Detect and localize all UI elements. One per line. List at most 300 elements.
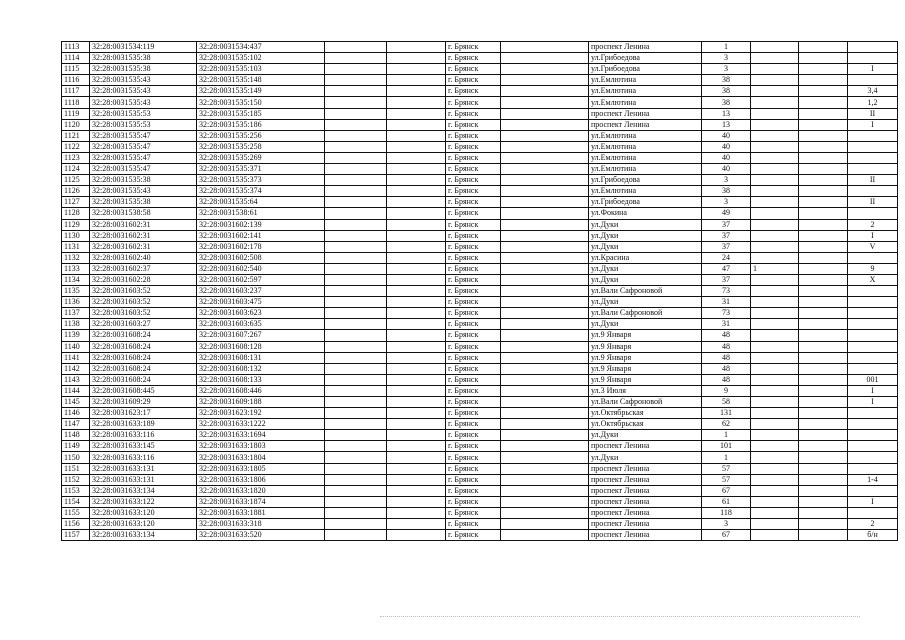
cell-row-number: 1132 xyxy=(62,252,90,263)
cell-col-7 xyxy=(501,485,589,496)
cell-cadastral-block: 32:28:0031603:27 xyxy=(90,319,197,330)
cell-col-4 xyxy=(325,208,387,219)
table-row xyxy=(62,219,898,230)
table-row xyxy=(62,352,898,363)
cell-city: г. Брянск xyxy=(446,308,501,319)
cell-cadastral-number: 32:28:0031602:508 xyxy=(197,252,325,263)
cell-col-7 xyxy=(501,297,589,308)
cell-col-5 xyxy=(387,463,446,474)
cell-cadastral-block: 32:28:0031535:38 xyxy=(90,175,197,186)
cell-city: г. Брянск xyxy=(446,352,501,363)
cell-col-11 xyxy=(799,230,848,241)
cell-apartment: 2 xyxy=(848,519,898,530)
cell-col-11 xyxy=(799,186,848,197)
cell-house-number: 40 xyxy=(702,141,751,152)
cell-house-number: 49 xyxy=(702,208,751,219)
cell-building xyxy=(751,530,799,541)
cell-col-7 xyxy=(501,530,589,541)
cell-col-5 xyxy=(387,507,446,518)
cell-apartment xyxy=(848,419,898,430)
cell-col-11 xyxy=(799,363,848,374)
cell-col-7 xyxy=(501,507,589,518)
cell-cadastral-block: 32:28:0031608:24 xyxy=(90,363,197,374)
cell-city: г. Брянск xyxy=(446,152,501,163)
cell-apartment xyxy=(848,75,898,86)
cell-col-11 xyxy=(799,374,848,385)
cell-row-number: 1143 xyxy=(62,374,90,385)
cell-col-5 xyxy=(387,230,446,241)
table-row xyxy=(62,341,898,352)
cell-house-number: 38 xyxy=(702,97,751,108)
table-row xyxy=(62,496,898,507)
cell-col-11 xyxy=(799,252,848,263)
cell-row-number: 1146 xyxy=(62,408,90,419)
cell-building xyxy=(751,297,799,308)
cell-house-number: 1 xyxy=(702,452,751,463)
cell-building xyxy=(751,274,799,285)
cell-building xyxy=(751,330,799,341)
cell-city: г. Брянск xyxy=(446,53,501,64)
cell-cadastral-block: 32:28:0031602:31 xyxy=(90,230,197,241)
table-row xyxy=(62,208,898,219)
cell-apartment xyxy=(848,42,898,53)
table-body xyxy=(62,42,898,541)
cell-col-7 xyxy=(501,119,589,130)
cell-cadastral-number: 32:28:0031633:520 xyxy=(197,530,325,541)
cell-row-number: 1119 xyxy=(62,108,90,119)
cell-cadastral-number: 32:28:0031535:149 xyxy=(197,86,325,97)
table-row xyxy=(62,42,898,53)
cell-city: г. Брянск xyxy=(446,274,501,285)
cell-house-number: 37 xyxy=(702,274,751,285)
cell-cadastral-number: 32:28:0031535:374 xyxy=(197,186,325,197)
cell-apartment: I xyxy=(848,230,898,241)
cell-row-number: 1138 xyxy=(62,319,90,330)
cell-city: г. Брянск xyxy=(446,175,501,186)
cell-col-5 xyxy=(387,208,446,219)
cell-house-number: 38 xyxy=(702,75,751,86)
cell-building xyxy=(751,130,799,141)
cell-col-7 xyxy=(501,53,589,64)
cell-city: г. Брянск xyxy=(446,219,501,230)
cell-city: г. Брянск xyxy=(446,263,501,274)
cell-col-7 xyxy=(501,130,589,141)
cell-building xyxy=(751,97,799,108)
cell-house-number: 48 xyxy=(702,352,751,363)
cell-apartment xyxy=(848,330,898,341)
cell-col-4 xyxy=(325,108,387,119)
cell-col-5 xyxy=(387,397,446,408)
cell-col-7 xyxy=(501,208,589,219)
cell-col-7 xyxy=(501,374,589,385)
cell-col-7 xyxy=(501,108,589,119)
cell-col-7 xyxy=(501,385,589,396)
cell-cadastral-number: 32:28:0031609:188 xyxy=(197,397,325,408)
cell-house-number: 40 xyxy=(702,130,751,141)
cell-cadastral-block: 32:28:0031535:43 xyxy=(90,86,197,97)
cell-cadastral-block: 32:28:0031535:47 xyxy=(90,130,197,141)
cell-cadastral-number: 32:28:0031633:1881 xyxy=(197,507,325,518)
table-row xyxy=(62,108,898,119)
cell-col-4 xyxy=(325,441,387,452)
cell-cadastral-number: 32:28:0031535:371 xyxy=(197,164,325,175)
cell-street: ул.Дуки xyxy=(589,319,702,330)
cell-building xyxy=(751,308,799,319)
cell-col-11 xyxy=(799,141,848,152)
cell-col-7 xyxy=(501,64,589,75)
table-row xyxy=(62,252,898,263)
cell-col-5 xyxy=(387,430,446,441)
cell-city: г. Брянск xyxy=(446,164,501,175)
cell-col-4 xyxy=(325,530,387,541)
cell-cadastral-number: 32:28:0031633:1820 xyxy=(197,485,325,496)
cell-row-number: 1129 xyxy=(62,219,90,230)
cell-row-number: 1121 xyxy=(62,130,90,141)
cell-cadastral-block: 32:28:0031535:47 xyxy=(90,141,197,152)
cell-row-number: 1142 xyxy=(62,363,90,374)
cell-col-4 xyxy=(325,419,387,430)
table-row xyxy=(62,164,898,175)
cell-row-number: 1139 xyxy=(62,330,90,341)
cell-col-4 xyxy=(325,274,387,285)
cell-col-11 xyxy=(799,485,848,496)
cell-city: г. Брянск xyxy=(446,241,501,252)
cell-col-7 xyxy=(501,441,589,452)
cell-street: проспект Ленина xyxy=(589,108,702,119)
table-row xyxy=(62,53,898,64)
cell-building xyxy=(751,108,799,119)
cell-row-number: 1131 xyxy=(62,241,90,252)
cell-house-number: 3 xyxy=(702,53,751,64)
table-row xyxy=(62,130,898,141)
cell-street: ул.Емлютина xyxy=(589,152,702,163)
cell-col-4 xyxy=(325,397,387,408)
cell-row-number: 1123 xyxy=(62,152,90,163)
cell-col-4 xyxy=(325,97,387,108)
cell-cadastral-number: 32:28:0031538:61 xyxy=(197,208,325,219)
cell-cadastral-number: 32:28:0031603:623 xyxy=(197,308,325,319)
cell-col-7 xyxy=(501,197,589,208)
cell-apartment xyxy=(848,286,898,297)
cell-street: ул.Емлютина xyxy=(589,186,702,197)
cell-col-4 xyxy=(325,152,387,163)
cell-house-number: 31 xyxy=(702,297,751,308)
cell-house-number: 40 xyxy=(702,152,751,163)
cell-col-7 xyxy=(501,186,589,197)
cell-col-4 xyxy=(325,119,387,130)
cell-apartment xyxy=(848,308,898,319)
cell-house-number: 48 xyxy=(702,363,751,374)
cell-city: г. Брянск xyxy=(446,385,501,396)
cell-col-11 xyxy=(799,519,848,530)
cell-cadastral-number: 32:28:0031633:1804 xyxy=(197,452,325,463)
cell-city: г. Брянск xyxy=(446,397,501,408)
cell-street: проспект Ленина xyxy=(589,42,702,53)
cell-col-11 xyxy=(799,352,848,363)
cell-cadastral-number: 32:28:0031535:258 xyxy=(197,141,325,152)
cell-street: ул.Емлютина xyxy=(589,130,702,141)
cell-cadastral-block: 32:28:0031535:43 xyxy=(90,97,197,108)
cell-city: г. Брянск xyxy=(446,363,501,374)
table-row xyxy=(62,197,898,208)
cell-row-number: 1128 xyxy=(62,208,90,219)
cell-col-11 xyxy=(799,219,848,230)
cell-house-number: 73 xyxy=(702,286,751,297)
table-row xyxy=(62,141,898,152)
cell-apartment xyxy=(848,319,898,330)
cell-apartment xyxy=(848,141,898,152)
cell-col-11 xyxy=(799,474,848,485)
cell-col-5 xyxy=(387,75,446,86)
cell-cadastral-number: 32:28:0031633:1806 xyxy=(197,474,325,485)
cell-col-11 xyxy=(799,241,848,252)
cell-row-number: 1147 xyxy=(62,419,90,430)
cell-col-5 xyxy=(387,363,446,374)
cell-row-number: 1134 xyxy=(62,274,90,285)
cell-col-7 xyxy=(501,286,589,297)
cell-street: ул.Красина xyxy=(589,252,702,263)
cell-cadastral-block: 32:28:0031603:52 xyxy=(90,308,197,319)
cell-row-number: 1150 xyxy=(62,452,90,463)
table-row xyxy=(62,330,898,341)
cell-city: г. Брянск xyxy=(446,86,501,97)
cell-row-number: 1140 xyxy=(62,341,90,352)
cell-apartment xyxy=(848,152,898,163)
cell-cadastral-block: 32:28:0031633:120 xyxy=(90,519,197,530)
cell-col-11 xyxy=(799,385,848,396)
cell-cadastral-block: 32:28:0031608:24 xyxy=(90,374,197,385)
cell-col-5 xyxy=(387,175,446,186)
table-row xyxy=(62,64,898,75)
cell-col-4 xyxy=(325,352,387,363)
cell-col-5 xyxy=(387,330,446,341)
cell-col-11 xyxy=(799,75,848,86)
cell-col-7 xyxy=(501,352,589,363)
cell-cadastral-block: 32:28:0031602:31 xyxy=(90,241,197,252)
cell-city: г. Брянск xyxy=(446,119,501,130)
cell-house-number: 61 xyxy=(702,496,751,507)
cell-col-5 xyxy=(387,319,446,330)
cell-cadastral-number: 32:28:0031535:148 xyxy=(197,75,325,86)
cell-col-4 xyxy=(325,385,387,396)
cell-apartment: V xyxy=(848,241,898,252)
cell-row-number: 1124 xyxy=(62,164,90,175)
cell-col-11 xyxy=(799,319,848,330)
cell-city: г. Брянск xyxy=(446,474,501,485)
cell-street: ул.Грибоедова xyxy=(589,175,702,186)
cell-street: проспект Ленина xyxy=(589,485,702,496)
cell-building xyxy=(751,441,799,452)
cell-col-11 xyxy=(799,463,848,474)
cell-col-7 xyxy=(501,408,589,419)
cell-row-number: 1156 xyxy=(62,519,90,530)
cell-col-11 xyxy=(799,175,848,186)
cell-col-7 xyxy=(501,519,589,530)
cell-building xyxy=(751,507,799,518)
cell-cadastral-number: 32:28:0031633:1874 xyxy=(197,496,325,507)
cell-street: проспект Ленина xyxy=(589,530,702,541)
cell-apartment xyxy=(848,208,898,219)
cell-cadastral-block: 32:28:0031602:37 xyxy=(90,263,197,274)
cell-col-4 xyxy=(325,452,387,463)
cell-house-number: 38 xyxy=(702,186,751,197)
cell-col-4 xyxy=(325,241,387,252)
cell-cadastral-number: 32:28:0031535:269 xyxy=(197,152,325,163)
cell-row-number: 1126 xyxy=(62,186,90,197)
cell-apartment xyxy=(848,352,898,363)
cell-col-11 xyxy=(799,164,848,175)
cell-cadastral-block: 32:28:0031608:24 xyxy=(90,330,197,341)
table-row xyxy=(62,230,898,241)
scan-artifact-line xyxy=(380,616,860,617)
cell-cadastral-block: 32:28:0031535:53 xyxy=(90,119,197,130)
cell-col-11 xyxy=(799,330,848,341)
cell-house-number: 37 xyxy=(702,241,751,252)
cell-col-11 xyxy=(799,208,848,219)
cell-building xyxy=(751,197,799,208)
cell-house-number: 48 xyxy=(702,330,751,341)
cell-street: ул.Емлютина xyxy=(589,86,702,97)
cell-house-number: 31 xyxy=(702,319,751,330)
cell-col-4 xyxy=(325,230,387,241)
cell-col-5 xyxy=(387,119,446,130)
cell-city: г. Брянск xyxy=(446,252,501,263)
cell-col-4 xyxy=(325,164,387,175)
cell-cadastral-number: 32:28:0031633:1222 xyxy=(197,419,325,430)
cell-col-11 xyxy=(799,419,848,430)
table-row xyxy=(62,519,898,530)
cell-col-4 xyxy=(325,252,387,263)
cell-col-4 xyxy=(325,408,387,419)
cell-apartment xyxy=(848,430,898,441)
cell-cadastral-block: 32:28:0031633:131 xyxy=(90,463,197,474)
cell-city: г. Брянск xyxy=(446,197,501,208)
cell-house-number: 3 xyxy=(702,519,751,530)
cell-cadastral-number: 32:28:0031607:267 xyxy=(197,330,325,341)
cell-street: ул.Емлютина xyxy=(589,164,702,175)
cell-col-7 xyxy=(501,319,589,330)
cell-col-5 xyxy=(387,352,446,363)
cell-house-number: 48 xyxy=(702,374,751,385)
cell-row-number: 1151 xyxy=(62,463,90,474)
cell-house-number: 57 xyxy=(702,474,751,485)
cell-row-number: 1136 xyxy=(62,297,90,308)
cell-building xyxy=(751,374,799,385)
cell-row-number: 1120 xyxy=(62,119,90,130)
cell-street: ул.Дуки xyxy=(589,219,702,230)
table-row xyxy=(62,530,898,541)
cell-house-number: 62 xyxy=(702,419,751,430)
cell-city: г. Брянск xyxy=(446,430,501,441)
cell-city: г. Брянск xyxy=(446,507,501,518)
table-row xyxy=(62,152,898,163)
cell-row-number: 1155 xyxy=(62,507,90,518)
cell-cadastral-block: 32:28:0031535:47 xyxy=(90,152,197,163)
cell-city: г. Брянск xyxy=(446,64,501,75)
cell-apartment: II xyxy=(848,175,898,186)
cell-col-4 xyxy=(325,374,387,385)
cell-city: г. Брянск xyxy=(446,208,501,219)
cell-apartment: I xyxy=(848,397,898,408)
table-row xyxy=(62,397,898,408)
cell-cadastral-number: 32:28:0031633:318 xyxy=(197,519,325,530)
cell-col-5 xyxy=(387,164,446,175)
cell-street: ул.Дуки xyxy=(589,263,702,274)
cell-row-number: 1117 xyxy=(62,86,90,97)
cell-street: ул.Дуки xyxy=(589,274,702,285)
cell-col-11 xyxy=(799,308,848,319)
cell-cadastral-block: 32:28:0031633:189 xyxy=(90,419,197,430)
cell-cadastral-block: 32:28:0031603:52 xyxy=(90,286,197,297)
cell-apartment: I xyxy=(848,119,898,130)
cell-col-4 xyxy=(325,197,387,208)
cell-cadastral-number: 32:28:0031602:540 xyxy=(197,263,325,274)
cell-city: г. Брянск xyxy=(446,496,501,507)
cell-row-number: 1114 xyxy=(62,53,90,64)
cell-house-number: 40 xyxy=(702,164,751,175)
table-row xyxy=(62,319,898,330)
cell-cadastral-number: 32:28:0031535:102 xyxy=(197,53,325,64)
cell-building xyxy=(751,408,799,419)
cell-row-number: 1148 xyxy=(62,430,90,441)
cell-col-5 xyxy=(387,219,446,230)
cell-col-11 xyxy=(799,108,848,119)
cell-cadastral-block: 32:28:0031608:445 xyxy=(90,385,197,396)
table-row xyxy=(62,507,898,518)
cell-city: г. Брянск xyxy=(446,441,501,452)
cell-house-number: 13 xyxy=(702,108,751,119)
cell-row-number: 1125 xyxy=(62,175,90,186)
cell-col-7 xyxy=(501,263,589,274)
table-row xyxy=(62,385,898,396)
cell-apartment: 1-4 xyxy=(848,474,898,485)
cell-row-number: 1141 xyxy=(62,352,90,363)
cell-col-5 xyxy=(387,297,446,308)
table-row xyxy=(62,86,898,97)
cell-col-5 xyxy=(387,64,446,75)
cell-col-11 xyxy=(799,408,848,419)
cell-col-5 xyxy=(387,141,446,152)
cell-row-number: 1118 xyxy=(62,97,90,108)
cell-building xyxy=(751,452,799,463)
cell-street: ул.Вали Сафроновой xyxy=(589,397,702,408)
cell-cadastral-number: 32:28:0031603:635 xyxy=(197,319,325,330)
cell-house-number: 101 xyxy=(702,441,751,452)
cell-cadastral-number: 32:28:0031608:446 xyxy=(197,385,325,396)
cell-col-4 xyxy=(325,86,387,97)
cell-house-number: 3 xyxy=(702,175,751,186)
cell-apartment: I xyxy=(848,496,898,507)
table-row xyxy=(62,263,898,274)
cell-city: г. Брянск xyxy=(446,130,501,141)
cell-cadastral-block: 32:28:0031609:29 xyxy=(90,397,197,408)
cell-building xyxy=(751,319,799,330)
cell-col-5 xyxy=(387,252,446,263)
table-row xyxy=(62,430,898,441)
cell-col-4 xyxy=(325,297,387,308)
cell-col-4 xyxy=(325,53,387,64)
cell-city: г. Брянск xyxy=(446,530,501,541)
cell-col-11 xyxy=(799,64,848,75)
cell-cadastral-block: 32:28:0031535:47 xyxy=(90,164,197,175)
cell-col-11 xyxy=(799,441,848,452)
cell-house-number: 9 xyxy=(702,385,751,396)
cell-col-11 xyxy=(799,341,848,352)
cell-street: ул.9 Января xyxy=(589,374,702,385)
cell-city: г. Брянск xyxy=(446,97,501,108)
cell-col-5 xyxy=(387,374,446,385)
cell-apartment: 3,4 xyxy=(848,86,898,97)
